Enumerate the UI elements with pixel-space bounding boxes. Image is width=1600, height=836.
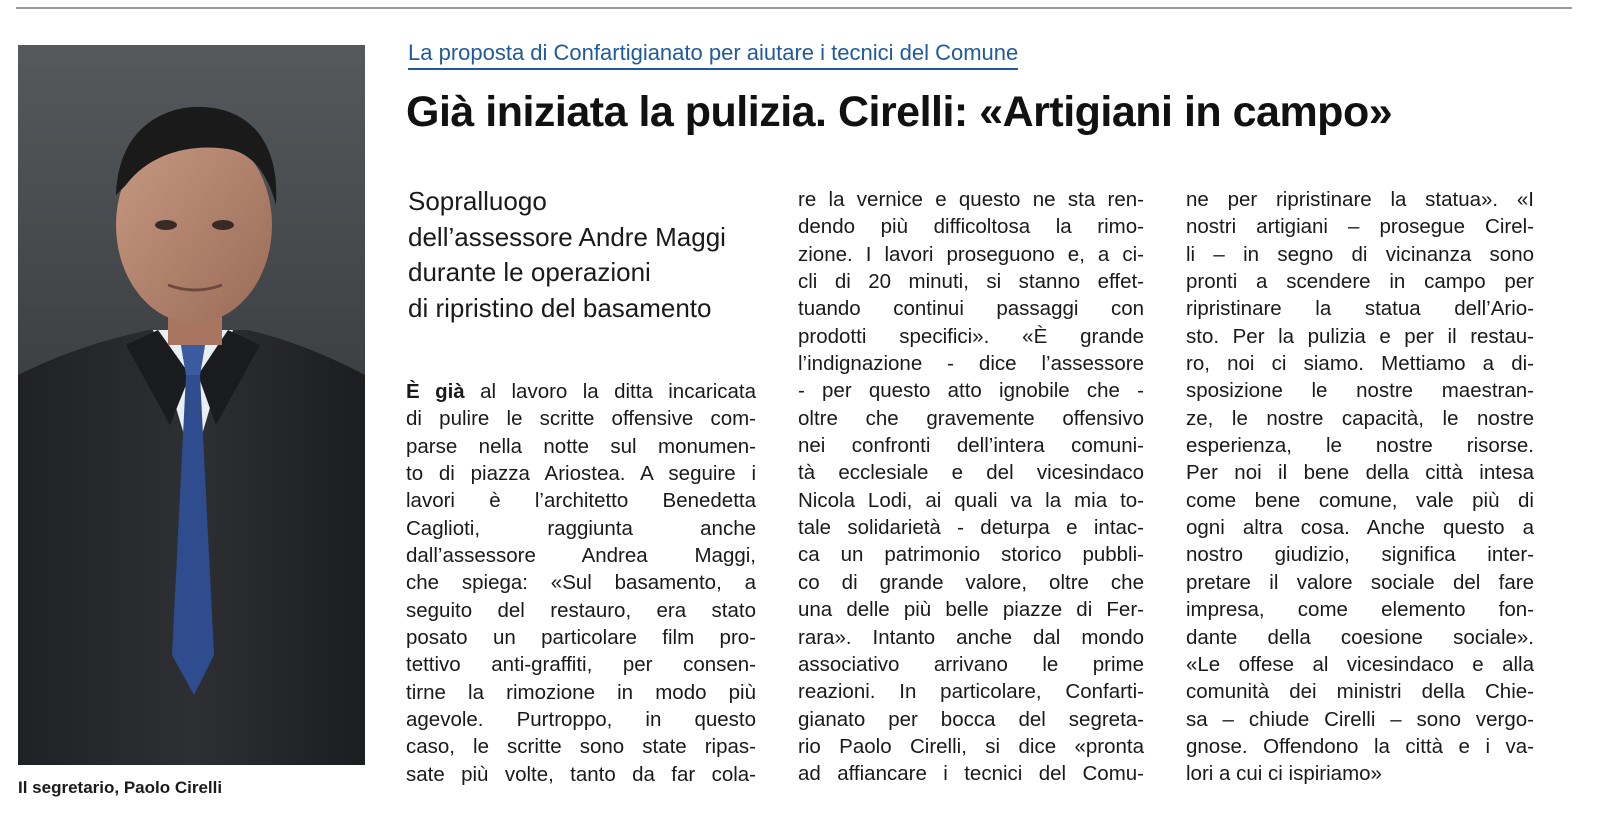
column-line: che spiega: «Sul basamento, a bbox=[406, 571, 756, 595]
column-line: comunità dei ministri della Chie- bbox=[1186, 680, 1534, 704]
column-line: pretare il valore sociale del fare bbox=[1186, 570, 1534, 594]
column-line: come bene comune, vale più di bbox=[1186, 488, 1534, 512]
column-line: ad affiancare i tecnici del Comu- bbox=[798, 762, 1144, 786]
summary-line: dell’assessore Andre Maggi bbox=[408, 221, 726, 252]
column-line: ro, noi ci siamo. Mettiamo a di- bbox=[1186, 352, 1534, 376]
column-line: rio Paolo Cirelli, si dice «pronta bbox=[798, 734, 1144, 758]
column-line: sposizione le nostre maestran- bbox=[1186, 379, 1534, 403]
text-column-2 bbox=[798, 186, 1144, 788]
article-kicker: La proposta di Confartigianato per aiutare i tecnici del Comune bbox=[408, 40, 1018, 70]
summary-line: durante le operazioni bbox=[408, 257, 651, 287]
column-line: Per noi il bene della città intesa bbox=[1186, 461, 1534, 485]
column-line: tuando continui passaggi con bbox=[798, 297, 1144, 321]
column-line: gianato per bocca del segreta- bbox=[798, 707, 1144, 731]
column-line: ze, le nostre capacità, le nostre bbox=[1186, 406, 1534, 430]
column-line: esperienza, le nostre risorse. bbox=[1186, 434, 1534, 458]
column-line: tirne la rimozione in modo più bbox=[406, 680, 756, 704]
photo-caption: Il segretario, Paolo Cirelli bbox=[18, 778, 223, 797]
column-line: - per questo atto ignobile che - bbox=[798, 379, 1144, 403]
column-line: nostri artigiani – prosegue Cirel- bbox=[1186, 215, 1534, 239]
column-line: gnose. Offendono la città e i va- bbox=[1186, 734, 1534, 758]
column-line: ca un patrimonio storico pubbli- bbox=[798, 543, 1144, 567]
column-line-text: al lavoro la ditta incaricata bbox=[480, 380, 756, 403]
column-line: co di grande valore, oltre che bbox=[798, 570, 1144, 594]
column-line: ogni altra cosa. Anche questo a bbox=[1186, 516, 1534, 540]
column-line: ne per ripristinare la statua». «I bbox=[1186, 188, 1534, 211]
article-headline: Già iniziata la pulizia. Cirelli: «Artigiani in campo» bbox=[406, 88, 1393, 136]
text-column-1 bbox=[406, 378, 756, 788]
column-line: lavori è l’architetto Benedetta bbox=[406, 489, 756, 513]
bottom-fade bbox=[0, 806, 1600, 836]
column-line: nostro giudizio, significa inter- bbox=[1186, 543, 1534, 567]
column-line: associativo arrivano le prime bbox=[798, 652, 1144, 676]
column-line: zione. I lavori proseguono e, a ci- bbox=[798, 242, 1144, 266]
column-line: to di piazza Ariostea. A seguire i bbox=[406, 462, 756, 486]
lead-in: È già bbox=[406, 380, 465, 403]
column-line: l’indignazione - dice l’assessore bbox=[798, 352, 1144, 376]
column-line: tà ecclesiale e del vicesindaco bbox=[798, 461, 1144, 485]
column-line: oltre che gravemente offensivo bbox=[798, 406, 1144, 430]
column-line: Nicola Lodi, ai quali va la mia to- bbox=[798, 488, 1144, 512]
column-line: pronti a scendere in campo per bbox=[1186, 270, 1534, 294]
column-line: sate più volte, tanto da far cola- bbox=[406, 762, 756, 786]
column-line: seguito del restauro, era stato bbox=[406, 598, 756, 622]
column-line: li – in segno di vicinanza sono bbox=[1186, 242, 1534, 266]
column-line: sa – chiude Cirelli – sono vergo- bbox=[1186, 707, 1534, 731]
column-line: una delle più belle piazze di Fer- bbox=[798, 598, 1144, 622]
column-line: impresa, come elemento fon- bbox=[1186, 598, 1534, 622]
summary-line: Sopralluogo bbox=[408, 186, 547, 216]
article-summary bbox=[408, 184, 778, 326]
column-line: posato un particolare film pro- bbox=[406, 626, 756, 650]
column-line: tettivo anti-graffiti, per consen- bbox=[406, 653, 756, 677]
column-line: sto. Per la pulizia e per il restau- bbox=[1186, 324, 1534, 348]
column-line: dendo più difficoltosa la rimo- bbox=[798, 215, 1144, 239]
text-column-3 bbox=[1186, 186, 1534, 788]
column-line: reazioni. In particolare, Confarti- bbox=[798, 680, 1144, 704]
column-line: parse nella notte sul monumen- bbox=[406, 434, 756, 458]
column-line: agevole. Purtroppo, in questo bbox=[406, 708, 756, 732]
column-line: Caglioti, raggiunta anche bbox=[406, 516, 756, 540]
column-line: «Le offese al vicesindaco e alla bbox=[1186, 652, 1534, 676]
column-line bbox=[406, 378, 756, 405]
column-line: re la vernice e questo ne sta ren- bbox=[798, 188, 1144, 211]
column-line: di pulire le scritte offensive com- bbox=[406, 407, 756, 431]
column-line: nei confronti dell’intera comuni- bbox=[798, 434, 1144, 458]
column-line: lori a cui ci ispiriamo» bbox=[1186, 762, 1382, 786]
column-line: prodotti specifici». «È grande bbox=[798, 324, 1144, 348]
portrait-illustration bbox=[18, 45, 365, 765]
column-line: cli di 20 minuti, si stanno effet- bbox=[798, 270, 1144, 294]
summary-line: di ripristino del basamento bbox=[408, 292, 712, 323]
portrait-photo bbox=[18, 45, 365, 765]
column-line: rara». Intanto anche dal mondo bbox=[798, 625, 1144, 649]
column-line: ripristinare la statua dell’Ario- bbox=[1186, 297, 1534, 321]
column-line: tale solidarietà - deturpa e intac- bbox=[798, 516, 1144, 540]
column-line: dante della coesione sociale». bbox=[1186, 625, 1534, 649]
column-line: dall’assessore Andrea Maggi, bbox=[406, 544, 756, 568]
top-rule bbox=[16, 7, 1572, 9]
column-line: caso, le scritte sono state ripas- bbox=[406, 735, 756, 759]
